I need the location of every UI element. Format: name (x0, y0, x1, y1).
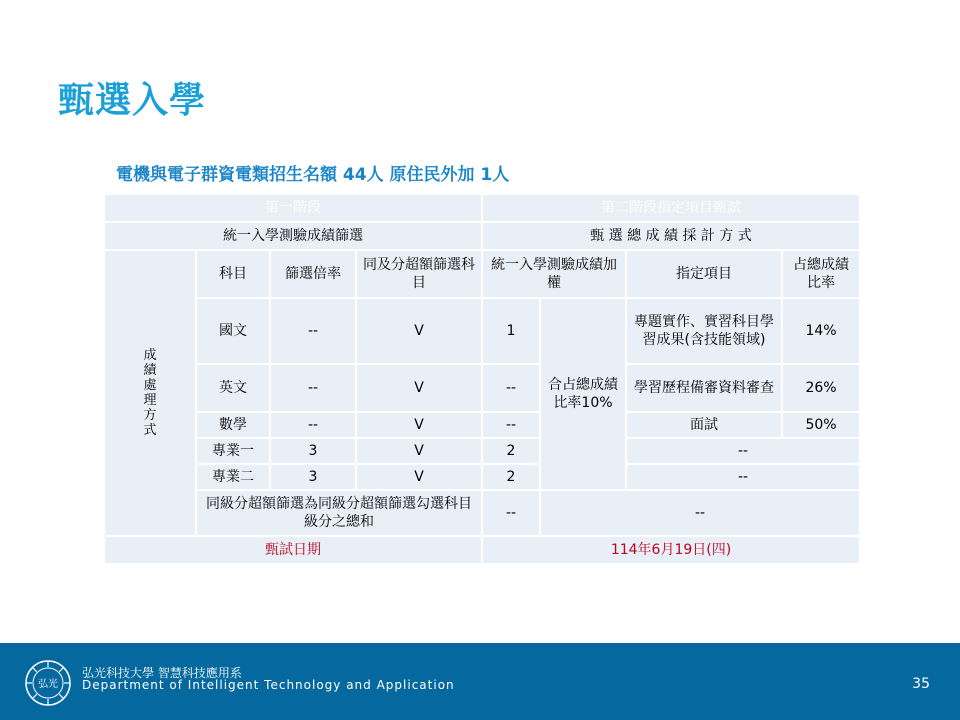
cell-item: 學習歷程備審資料審查 (626, 364, 782, 412)
admission-table (103, 193, 861, 565)
cell-same: V (356, 464, 482, 490)
enrollment-subtitle: 電機與電子群資電類招生名額 44人 原住民外加 1人 (116, 165, 510, 185)
cell-ratio: -- (270, 412, 356, 438)
cell-percent: 26% (782, 364, 860, 412)
school-name-en: Department of Intelligent Technology and Application (82, 678, 455, 692)
stage1-header: 第一階段 (104, 194, 482, 222)
stage2-header: 第二階段指定項目甄試 (482, 194, 860, 222)
cell-item: 專題實作、實習科目學習成果(含技能領域) (626, 298, 782, 364)
cell-item: 面試 (626, 412, 782, 438)
col-subject: 科目 (196, 250, 270, 298)
cell-weight: 2 (482, 464, 540, 490)
cell-weight: -- (482, 364, 540, 412)
col-weight: 統一入學測驗成績加權 (482, 250, 626, 298)
cell-subject: 國文 (196, 298, 270, 364)
stage2-subheader: 甄 選 總 成 績 採 計 方 式 (482, 222, 860, 250)
footer-bar (0, 643, 960, 720)
cell-ratio: 3 (270, 438, 356, 464)
slide-title: 甄選入學 (58, 80, 207, 121)
col-percent: 占總成績比率 (782, 250, 860, 298)
exam-date-value: 114年6月19日(四) (482, 536, 860, 564)
col-item: 指定項目 (626, 250, 782, 298)
cell-subject: 數學 (196, 412, 270, 438)
logo-text: 弘光 (38, 679, 58, 690)
cell-subject: 專業一 (196, 438, 270, 464)
cell-same: V (356, 298, 482, 364)
cell-percent: 50% (782, 412, 860, 438)
cell-ratio: 3 (270, 464, 356, 490)
university-logo-icon (24, 659, 72, 707)
row-label-cell (104, 250, 196, 536)
cell-item: -- (626, 438, 860, 464)
col-ratio: 篩選倍率 (270, 250, 356, 298)
cell-subject: 英文 (196, 364, 270, 412)
tie-weight: -- (482, 490, 540, 536)
col-same-score: 同及分超額篩選科目 (356, 250, 482, 298)
cell-weight: 2 (482, 438, 540, 464)
cell-ratio: -- (270, 364, 356, 412)
cell-subject: 專業二 (196, 464, 270, 490)
school-name-cn: 弘光科技大學 智慧科技應用系 (82, 666, 242, 680)
cell-same: V (356, 438, 482, 464)
exam-date-label: 甄試日期 (104, 536, 482, 564)
stage1-subheader: 統一入學測驗成績篩選 (104, 222, 482, 250)
page-number: 35 (912, 676, 930, 692)
tie-break-note: 同級分超額篩選為同級分超額篩選勾選科目級分之總和 (196, 490, 482, 536)
merged-weight: 合占總成績比率10% (540, 298, 626, 490)
cell-item: -- (626, 464, 860, 490)
tie-item: -- (540, 490, 860, 536)
cell-ratio: -- (270, 298, 356, 364)
cell-weight: -- (482, 412, 540, 438)
cell-weight: 1 (482, 298, 540, 364)
cell-percent: 14% (782, 298, 860, 364)
cell-same: V (356, 412, 482, 438)
row-label: 成績處理方式 (143, 347, 157, 438)
cell-same: V (356, 364, 482, 412)
